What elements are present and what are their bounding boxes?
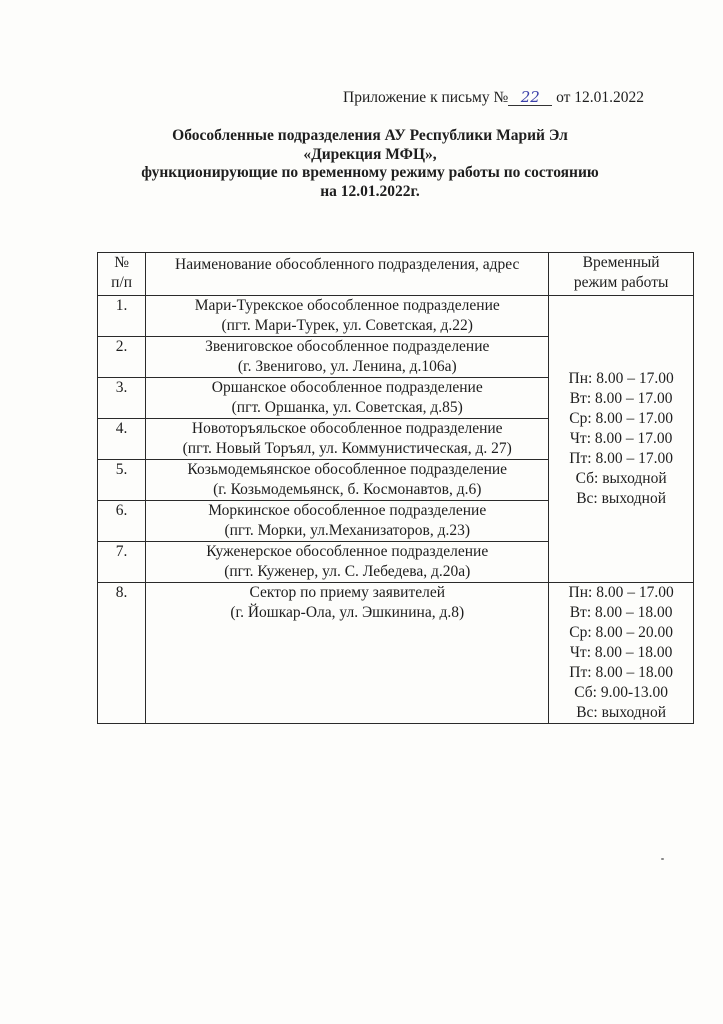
schedule-line: Вс: выходной bbox=[576, 704, 667, 721]
schedule-line: Ср: 8.00 – 20.00 bbox=[569, 624, 674, 641]
header-schedule bbox=[549, 253, 694, 296]
branch-name: Козьмодемьянское обособленное подразделение bbox=[187, 461, 508, 478]
schedule-line: Пт: 8.00 – 18.00 bbox=[569, 664, 673, 681]
schedule-line: Чт: 8.00 – 17.00 bbox=[569, 430, 673, 447]
branch-address: (пгт. Мари-Турек, ул. Советская, д.22) bbox=[221, 317, 473, 334]
title-line-4: на 12.01.2022г. bbox=[320, 182, 420, 200]
row-number: 6. bbox=[98, 501, 146, 542]
schedule-group-cell bbox=[549, 296, 694, 583]
table-row bbox=[98, 583, 694, 724]
schedule-sector-cell bbox=[549, 583, 694, 724]
branch-address: (пгт. Оршанка, ул. Советская, д.85) bbox=[231, 399, 463, 416]
row-number: 7. bbox=[98, 542, 146, 583]
row-number: 3. bbox=[98, 378, 146, 419]
document-title bbox=[90, 127, 650, 201]
header-number-line-1: № bbox=[114, 254, 130, 271]
title-line-1: Обособленные подразделения АУ Республики Марий Эл bbox=[172, 127, 568, 144]
branch-address: (г. Звенигово, ул. Ленина, д.106а) bbox=[237, 358, 457, 375]
branch-name: Сектор по приему заявителей bbox=[249, 584, 446, 601]
row-branch bbox=[146, 378, 549, 419]
letter-number-handwritten: 22 bbox=[508, 89, 552, 106]
branch-name: Мари-Турекское обособленное подразделение bbox=[194, 297, 500, 314]
schedule-line: Вт: 8.00 – 18.00 bbox=[569, 604, 673, 621]
schedule-line: Вт: 8.00 – 17.00 bbox=[569, 390, 673, 407]
row-number: 4. bbox=[98, 419, 146, 460]
row-branch bbox=[146, 460, 549, 501]
header-number-line-2: п/п bbox=[111, 274, 133, 291]
table-row bbox=[98, 296, 694, 337]
branch-address: (пгт. Новый Торъял, ул. Коммунистическая, д. 27) bbox=[182, 440, 512, 457]
branches-table bbox=[97, 252, 694, 724]
table-header-row bbox=[98, 253, 694, 296]
row-number: 2. bbox=[98, 337, 146, 378]
title-line-2: «Дирекция МФЦ», bbox=[303, 145, 437, 163]
row-number: 5. bbox=[98, 460, 146, 501]
row-branch bbox=[146, 542, 549, 583]
branch-name: Моркинское обособленное подразделение bbox=[208, 502, 487, 519]
schedule-line: Сб: выходной bbox=[575, 470, 667, 487]
schedule-line: Вс: выходной bbox=[576, 490, 667, 507]
row-branch bbox=[146, 337, 549, 378]
header-schedule-line-1: Временный bbox=[582, 254, 660, 271]
header-name: Наименование обособленного подразделения, адрес bbox=[146, 253, 549, 296]
appendix-prefix: Приложение к письму № bbox=[343, 89, 509, 106]
branch-name: Куженерское обособленное подразделение bbox=[206, 543, 489, 560]
row-number: 1. bbox=[98, 296, 146, 337]
title-line-3: функционирующие по временному режиму работы по состоянию bbox=[141, 164, 599, 181]
row-branch bbox=[146, 501, 549, 542]
row-branch bbox=[146, 419, 549, 460]
branch-address: (пгт. Морки, ул.Механизаторов, д.23) bbox=[224, 522, 470, 539]
branch-name: Новоторъяльское обособленное подразделение bbox=[191, 420, 503, 437]
branch-address: (г. Йошкар-Ола, ул. Эшкинина, д.8) bbox=[230, 604, 465, 621]
schedule-line: Чт: 8.00 – 18.00 bbox=[569, 644, 673, 661]
row-number: 8. bbox=[98, 583, 146, 724]
schedule-line: Пн: 8.00 – 17.00 bbox=[568, 584, 674, 601]
scan-speck bbox=[661, 858, 664, 860]
schedule-line: Пт: 8.00 – 17.00 bbox=[569, 450, 673, 467]
schedule-line: Ср: 8.00 – 17.00 bbox=[569, 410, 674, 427]
branch-address: (г. Козьмодемьянск, б. Космонавтов, д.6) bbox=[213, 481, 482, 498]
branch-name: Оршанское обособленное подразделение bbox=[211, 379, 483, 396]
row-branch bbox=[146, 583, 549, 724]
appendix-date: от 12.01.2022 bbox=[556, 89, 645, 106]
branch-address: (пгт. Куженер, ул. С. Лебедева, д.20а) bbox=[224, 563, 471, 580]
branch-name: Звениговское обособленное подразделение bbox=[205, 338, 490, 355]
schedule-line: Сб: 9.00-13.00 bbox=[574, 684, 668, 701]
header-schedule-line-2: режим работы bbox=[573, 274, 669, 291]
header-number bbox=[98, 253, 146, 296]
row-branch bbox=[146, 296, 549, 337]
appendix-reference bbox=[343, 88, 673, 108]
schedule-line: Пн: 8.00 – 17.00 bbox=[568, 370, 674, 387]
